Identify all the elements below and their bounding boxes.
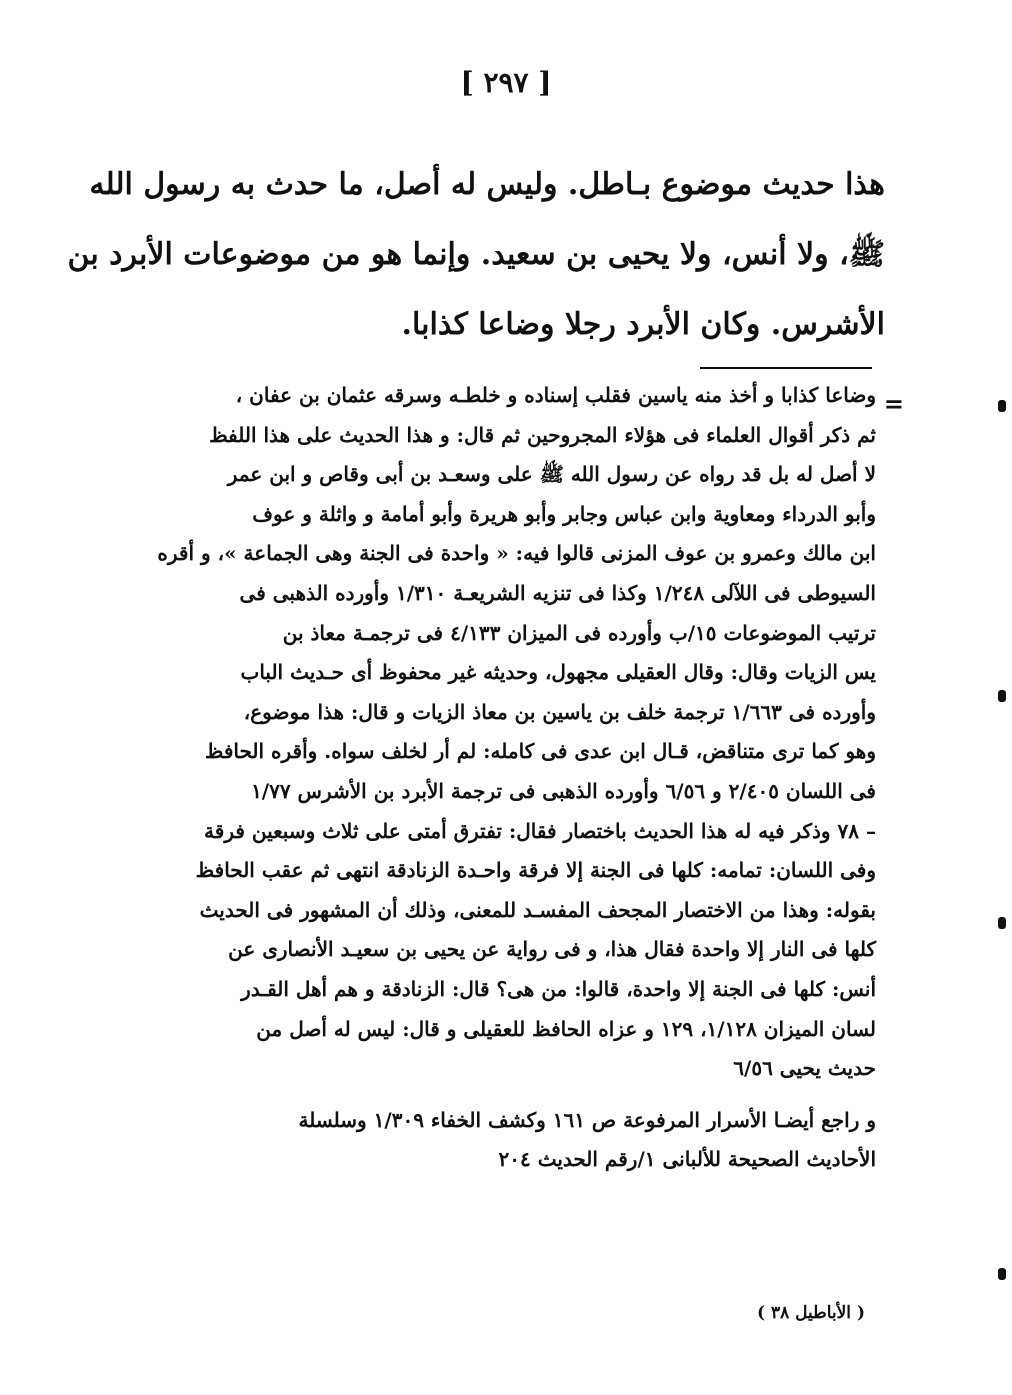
footnote-line: فى اللسان ٢/٤٠٥ و ٦/٥٦ وأورده الذهبى فى ترجمة الأبرد بن الأشرس ١/٧٧ xyxy=(251,778,876,803)
footnote-line: ابن مالك وعمرو بن عوف المزنى قالوا فيه: « واحدة فى الجنة وهى الجماعة »، و أقره xyxy=(157,541,876,566)
footnote-line: ترتيب الموضوعات ١٥/ب وأورده فى الميزان ٤/١٣٣ فى ترجمـة معاذ بن xyxy=(282,620,876,645)
footnote-line: حديث يحيى ٦/٥٦ xyxy=(733,1056,876,1081)
footnote-line: الأحاديث الصحيحة للألبانى ١/رقم الحديث ٢٠٤ xyxy=(498,1147,876,1172)
scan-speck xyxy=(998,400,1006,412)
scan-speck xyxy=(998,917,1006,929)
page-number: [ ٢٩٧ ] xyxy=(460,66,552,99)
footnote xyxy=(157,376,904,1180)
footnote-line: وهو كما ترى متناقض، قـال ابن عدى فى كامله: لم أر لخلف سواه. وأقره الحافظ xyxy=(204,739,876,764)
scan-speck xyxy=(998,1268,1006,1280)
footnote-line: لا أصل له بل قد رواه عن رسول الله ﷺ على وسعـد بن أبى وقاص و ابن عمر xyxy=(227,462,876,487)
footnote-gap xyxy=(158,1089,876,1101)
main-text-line: هذا حديث موضوع بـاطل. وليس له أصل، ما حدث به رسول الله xyxy=(89,167,885,202)
scan-speck xyxy=(998,690,1006,702)
footnote-line: كلها فى النار إلا واحدة فقال هذا، و فى رواية عن يحيى بن سعيـد الأنصارى عن xyxy=(228,937,876,962)
footnote-line: و راجع أيضـا الأسرار المرفوعة ص ١٦١ وكشف الخفاء ١/٣٠٩ وسلسلة xyxy=(298,1107,876,1132)
footnote-line: أنس: كلها فى الجنة إلا واحدة، قالوا: من هى؟ قال: الزنادقة و هم أهل القـدر xyxy=(241,976,876,1001)
footnote-line: وضاعا كذابا و أخذ منه ياسين فقلب إسناده و خلطـه وسرقه عثمان بن عفان ، xyxy=(235,383,876,407)
footnote-line: يس الزيات وقال: وقال العقيلى مجهول، وحديثه غير محفوظ أى حـديث الباب xyxy=(240,660,876,685)
footnote-continuation-marker: = xyxy=(883,389,904,418)
footnote-line: وفى اللسان: تمامه: كلها فى الجنة إلا فرقة واحـدة الزنادقة انتهى ثم عقب الحافظ xyxy=(195,858,876,883)
footnote-line: ثم ذكر أقوال العلماء فى هؤلاء المجروحين ثم قال: و هذا الحديث على هذا اللفظ xyxy=(209,422,876,447)
footnote-line: السيوطى فى اللآلى ١/٢٤٨ وكذا فى تنزيه الشريعـة ١/٣١٠ وأورده الذهبى فى xyxy=(239,580,876,605)
footnote-line: لسان الميزان ١/١٢٨، ١٢٩ و عزاه الحافظ للعقيلى و قال: ليس له أصل من xyxy=(256,1016,876,1041)
footnote-line: – ٧٨ وذكر فيه له هذا الحديث باختصار فقال: تفترق أمتى على ثلاث وسبعين فرقة xyxy=(204,818,876,843)
main-text-line: الأشرس. وكان الأبرد رجلا وضاعا كذابا. xyxy=(401,307,885,342)
signature-mark: ( الأباطيل ٣٨ ) xyxy=(757,1303,865,1323)
main-text-line: ﷺ، ولا أنس، ولا يحيى بن سعيد. وإنما هو من موضوعات الأبرد بن xyxy=(67,237,885,272)
main-text xyxy=(67,150,885,360)
footnote-line: وأورده فى ١/٦٦٣ ترجمة خلف بن ياسين بن معاذ الزيات و قال: هذا موضوع، xyxy=(243,699,876,724)
footnote-divider xyxy=(700,367,872,369)
footnote-line: بقوله: وهذا من الاختصار المجحف المفسـد للمعنى، وذلك أن المشهور فى الحديث xyxy=(199,897,876,922)
footnote-line: وأبو الدرداء ومعاوية وابن عباس وجابر وأبو هريرة وأبو أمامة و واثلة و عوف xyxy=(252,501,876,526)
